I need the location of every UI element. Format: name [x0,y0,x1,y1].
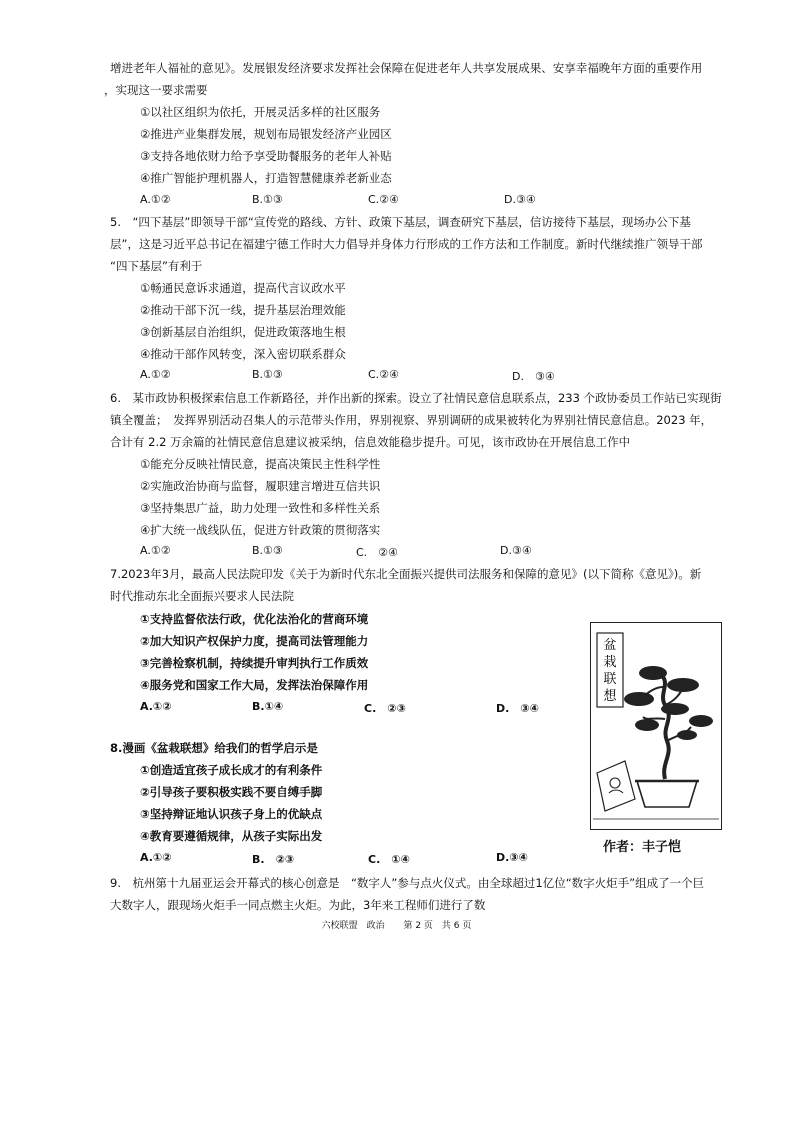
q5-option-4: ④推动干部作风转变，深入密切联系群众 [140,347,346,361]
q6-option-1: ①能充分反映社情民意，提高决策民主性科学性 [140,457,381,471]
child-picture-frame [597,761,635,811]
q5-stem-line-2: 层”，这是习近平总书记在福建宁德工作时大力倡导并身体力行形成的工作方法和工作制度。新时代继续推广领导干部 [110,237,703,251]
q9-stem-line-2: 大数字人，跟现场火炬手一同点燃主火炬。为此，3年来工程师们进行了数 [110,898,486,912]
bonsai-pot [637,781,697,807]
cartoon-title-char-1: 盆 [603,638,617,653]
bonsai-cartoon [590,622,722,830]
q8-choice-b: B. ②③ [252,853,295,866]
q8-option-3: ③坚持辩证地认识孩子身上的优缺点 [140,807,323,821]
q5-choice-b: B.①③ [252,368,283,381]
q9-stem-line-1: 9. 杭州第十九届亚运会开幕式的核心创意是 “数字人”参与点火仪式。由全球超过1亿位“数字火炬手”组成了一个巨 [110,876,705,890]
q7-option-1: ①支持监督依法行政，优化法治化的营商环境 [140,612,369,626]
q5-stem-line-3: “四下基层”有利于 [110,259,203,273]
q6-choice-d: D.③④ [500,544,532,557]
footer-org: 六校联盟 政治 [321,921,385,931]
q4-choice-d: D.③④ [504,193,536,206]
q5-choice-c: C.②④ [368,368,399,381]
q6-option-4: ④扩大统一战线队伍，促进方针政策的贯彻落实 [140,523,381,537]
q8-option-1: ①创造适宜孩子成长成才的有利条件 [140,763,323,777]
q6-stem-line-3: 合计有 2.2 万余篇的社情民意信息建议被采纳，信息效能稳步提升。可见，该市政协在开展信息工作中 [110,435,631,449]
q6-choice-c: C. ②④ [356,546,398,559]
cartoon-title-char-3: 联 [603,672,617,687]
q5-option-1: ①畅通民意诉求通道，提高代言议政水平 [140,281,346,295]
q8-choice-a: A.①② [140,851,172,864]
q8-option-2: ②引导孩子要积极实践不要自缚手脚 [140,785,323,799]
q8-choices [140,851,600,867]
q5-choices [140,368,600,384]
cartoon-title-char-2: 栽 [603,655,617,670]
bonsai-trunk [663,677,669,779]
q4-option-1: ①以社区组织为依托，开展灵活多样的社区服务 [140,105,381,119]
q4-option-2: ②推进产业集群发展，规划布局银发经济产业园区 [140,127,392,141]
q7-choices [140,700,600,716]
q4-choice-b: B.①③ [252,193,283,206]
q8-choice-c: C. ①④ [368,853,410,866]
page-footer [0,918,793,931]
q7-option-2: ②加大知识产权保护力度，提高司法管理能力 [140,634,369,648]
q5-option-3: ③创新基层自治组织，促进政策落地生根 [140,325,346,339]
q5-stem-line-1: 5. “四下基层”即领导干部“宣传党的路线、方针、政策下基层，调查研究下基层，信访接待下基层，现场办公下基 [110,215,691,229]
q4-option-4: ④推广智能护理机器人，打造智慧健康养老新业态 [140,171,392,185]
q6-choices [140,544,600,560]
q4-choice-c: C.②④ [368,193,399,206]
cartoon-author: 作者：丰子恺 [603,840,682,855]
cartoon-title-char-4: 想 [603,689,617,704]
q7-choice-c: C. ②③ [364,702,406,715]
q8-choice-d: D.③④ [496,851,528,864]
q6-stem-line-2: 镇全覆盖； 发挥界别活动召集人的示范带头作用，界别视察、界别调研的成果被转化为界别社情民意信息。2023 年， [110,413,713,427]
q8-option-4: ④教育要遵循规律，从孩子实际出发 [140,829,323,843]
q6-option-3: ③坚持集思广益，助力处理一致性和多样性关系 [140,501,381,515]
q5-choice-a: A.①② [140,368,171,381]
q6-stem-line-1: 6. 某市政协积极探索信息工作新路径，并作出新的探索。设立了社情民意信息联系点，233 个政协委员工作站已实现街 [110,391,722,405]
q5-choice-d: D. ③④ [512,370,555,383]
q7-choice-b: B.①④ [252,700,284,713]
q7-option-3: ③完善检察机制，持续提升审判执行工作质效 [140,656,369,670]
q6-option-2: ②实施政治协商与监督，履职建言增进互信共识 [140,479,381,493]
q5-option-2: ②推动干部下沉一线，提升基层治理效能 [140,303,346,317]
q4-option-3: ③支持各地依财力给予享受助餐服务的老年人补贴 [140,149,392,163]
q7-stem-line-2: 时代推动东北全面振兴要求人民法院 [110,589,294,603]
q6-choice-b: B.①③ [252,544,283,557]
q7-choice-d: D. ③④ [496,702,539,715]
q8-stem: 8.漫画《盆栽联想》给我们的哲学启示是 [110,741,318,755]
q6-choice-a: A.①② [140,544,171,557]
q7-option-4: ④服务党和国家工作大局，发挥法治保障作用 [140,678,369,692]
q4-choice-a: A.①② [140,193,171,206]
bonsai-cartoon-drawing [591,623,721,829]
footer-page-number: 第 2 页 共 6 页 [403,921,472,931]
q4-stem-line-1: 增进老年人福祉的意见》。发展银发经济要求发挥社会保障在促进老年人共享发展成果、安享幸福晚年方面的重要作用 [110,61,703,75]
q4-stem-line-2: ，实现这一要求需要 [104,83,208,97]
q4-choices [140,193,600,209]
q7-choice-a: A.①② [140,700,172,713]
q7-stem-line-1: 7.2023年3月，最高人民法院印发《关于为新时代东北全面振兴提供司法服务和保障的意见》(以下简称《意见》)。新 [110,567,702,581]
